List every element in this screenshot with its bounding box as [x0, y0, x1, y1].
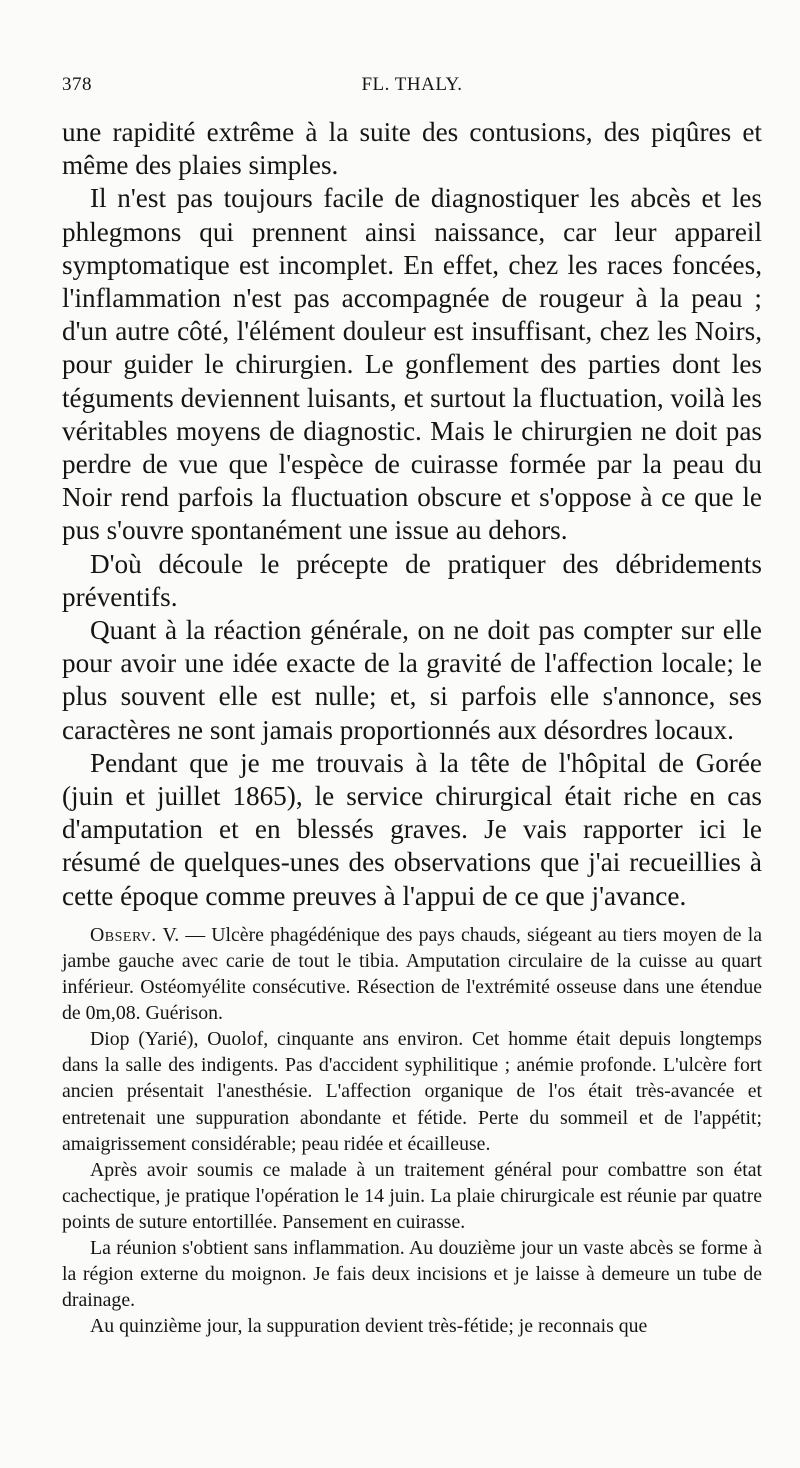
observation-abscess: La réunion s'obtient sans inflammation. Au douzième jour un vaste abcès se forme à la région externe du moignon. Je fais deux incisions et je laisse à demeure un tube de drainage. — [62, 1237, 762, 1312]
page-body — [62, 116, 762, 1339]
paragraph-continuation: une rapidité extrême à la suite des contusions, des piqûres et même des plaies simples. — [62, 117, 762, 181]
observation-label: Observ. — [90, 923, 157, 946]
paragraph-diagnosis: Il n'est pas toujours facile de diagnostiquer les abcès et les phlegmons qui prennent ainsi naissance, car leur appareil symptomatique est incomplet. En effet, chez les races foncées, l'inflammation n'est pas accompagnée de rougeur à la peau ; d'un autre côté, l'élément douleur est insuffisant, chez les Noirs, pour guider le chirurgien. Le gonflement des parties dont les téguments deviennent luisants, et surtout la fluctuation, voilà les véritables moyens de diagnostic. Mais le chirurgien ne doit pas perdre de vue que l'espèce de cuirasse formée par la peau du Noir rend parfois la fluctuation obscure et s'oppose à ce que le pus s'ouvre spontanément une issue au dehors. — [62, 183, 762, 546]
observation-heading — [62, 922, 762, 1026]
running-title: FL. THALY. — [361, 74, 463, 95]
observation-patient: Diop (Yarié), Ouolof, cinquante ans environ. Cet homme était depuis longtemps dans la salle des indigents. Pas d'accident syphilitique ; anémie profonde. L'ulcère fort ancien présentait l'anesthésie. L'affection organique de l'os était très-avancée et entretenait une suppuration abondante et fétide. Perte du sommeil et de l'appétit; amaigrissement considérable; peau ridée et écailleuse. — [62, 1028, 762, 1155]
page-number: 378 — [62, 74, 92, 95]
observation-operation: Après avoir soumis ce malade à un traitement général pour combattre son état cachectique, je pratique l'opération le 14 juin. La plaie chirurgicale est réunie par quatre points de suture entortillée. Pansement en cuirasse. — [62, 1158, 762, 1233]
paragraph-precept: D'où découle le précepte de pratiquer des débridements préventifs. — [62, 548, 762, 612]
observation-summary: V. — Ulcère phagédénique des pays chauds, siégeant au tiers moyen de la jambe gauche avec carie de tout le tibia. Amputation circulaire de la cuisse au quart inférieur. Ostéomyélite consécutive. Résection de l'extrémité osseuse dans une étendue de 0m,08. Guérison. — [62, 923, 762, 1025]
observation-fifteenth-day: Au quinzième jour, la suppuration devient très-fétide; je reconnais que — [90, 1315, 648, 1338]
paragraph-goree-hospital: Pendant que je me trouvais à la tête de l'hôpital de Gorée (juin et juillet 1865), le service chirurgical était riche en cas d'amputation et en blessés graves. Je vais rapporter ici le résumé de quelques-unes des observations que j'ai recueillies à cette époque comme preuves à l'appui de ce que j'avance. — [62, 747, 762, 911]
page-header — [62, 74, 762, 104]
paragraph-general-reaction: Quant à la réaction générale, on ne doit pas compter sur elle pour avoir une idée exacte de la gravité de l'affection locale; le plus souvent elle est nulle; et, si parfois elle s'annonce, ses caractères ne sont jamais proportionnés aux désordres locaux. — [62, 615, 762, 745]
